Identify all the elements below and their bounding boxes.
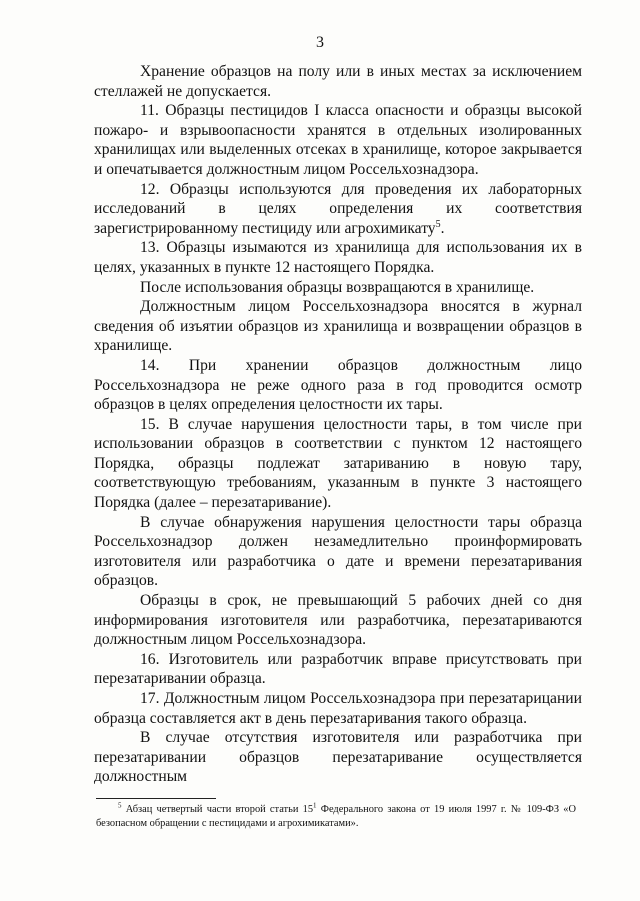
document-body <box>94 62 582 787</box>
paragraph-15: 15. В случае нарушения целостности тары, в том числе при использовании образцов в соответствии с пунктом 12 настоящего Порядка, образцы подлежат затариванию в новую тару, соответствующую требованиям, указанным в пункте 3 настоящего Порядка (далее – перезатаривание). <box>94 415 582 512</box>
paragraph-14: 14. При хранении образцов должностным лицо Россельхознадзора не реже одного раза в год проводится осмотр образцов в целях определения целостности их тары. <box>94 356 582 414</box>
footnote-mark: 5 <box>118 801 122 810</box>
article-superscript: 1 <box>313 801 317 810</box>
paragraph-16: 16. Изготовитель или разработчик вправе присутствовать при перезатаривании образца. <box>94 650 582 688</box>
paragraph-12: 12. Образцы используются для проведения их лабораторных исследований в целях определения их соответствия зарегистрированному пестициду или агрохимикату$^5$. <box>94 180 582 237</box>
paragraph-17: 17. Должностным лицом Россельхознадзора при перезатарицании образца составляется акт в день перезатаривания такого образца. <box>94 690 582 727</box>
footnote-reference: 5 <box>435 218 441 230</box>
paragraph-return: После использования образцы возвращаются в хранилище. <box>140 278 535 296</box>
paragraph-deadline: Образцы в срок, не превышающий 5 рабочих дней со дня информирования изготовителя или разработчика, перезатариваются должностным лицом Россельхознадзора. <box>94 592 582 649</box>
footnote: $^5$ Абзац четвертый части второй статьи $15^1$ Федерального закона от 19 июля 1997 г. № 109-ФЗ «О безопасном обращении с пестицидами и агрохимикатами». <box>96 801 577 829</box>
paragraph-absence: В случае отсутствия изготовителя или разработчика при перезатаривании образцов перезатаривание осуществляется должностным <box>94 729 582 786</box>
paragraph-11: 11. Образцы пестицидов I класса опасности и образцы высокой пожаро- и взрывоопасности хранятся в отдельных изолированных хранилищах или выделенных отсеках в хранилище, которое закрывается и опечатывается должностным лицом Россельхознадзора. <box>94 102 582 178</box>
paragraph-journal: Должностным лицом Россельхознадзора вносятся в журнал сведения об изъятии образцов из хранилища и возвращении образцов в хранилище. <box>94 298 582 355</box>
page-number: 3 <box>316 34 324 51</box>
paragraph-13: 13. Образцы изымаются из хранилища для использования их в целях, указанных в пункте 12 настоящего Порядка. <box>94 239 582 276</box>
footnote-divider <box>96 798 216 799</box>
paragraph-storage-floor: Хранение образцов на полу или в иных местах за исключением стеллажей не допускается. <box>94 63 582 100</box>
paragraph-damage-notice: В случае обнаружения нарушения целостности тары образца Россельхознадзор должен незамедлительно проинформировать изготовителя или разработчика о дате и времени перезатаривания образцов. <box>94 513 582 590</box>
